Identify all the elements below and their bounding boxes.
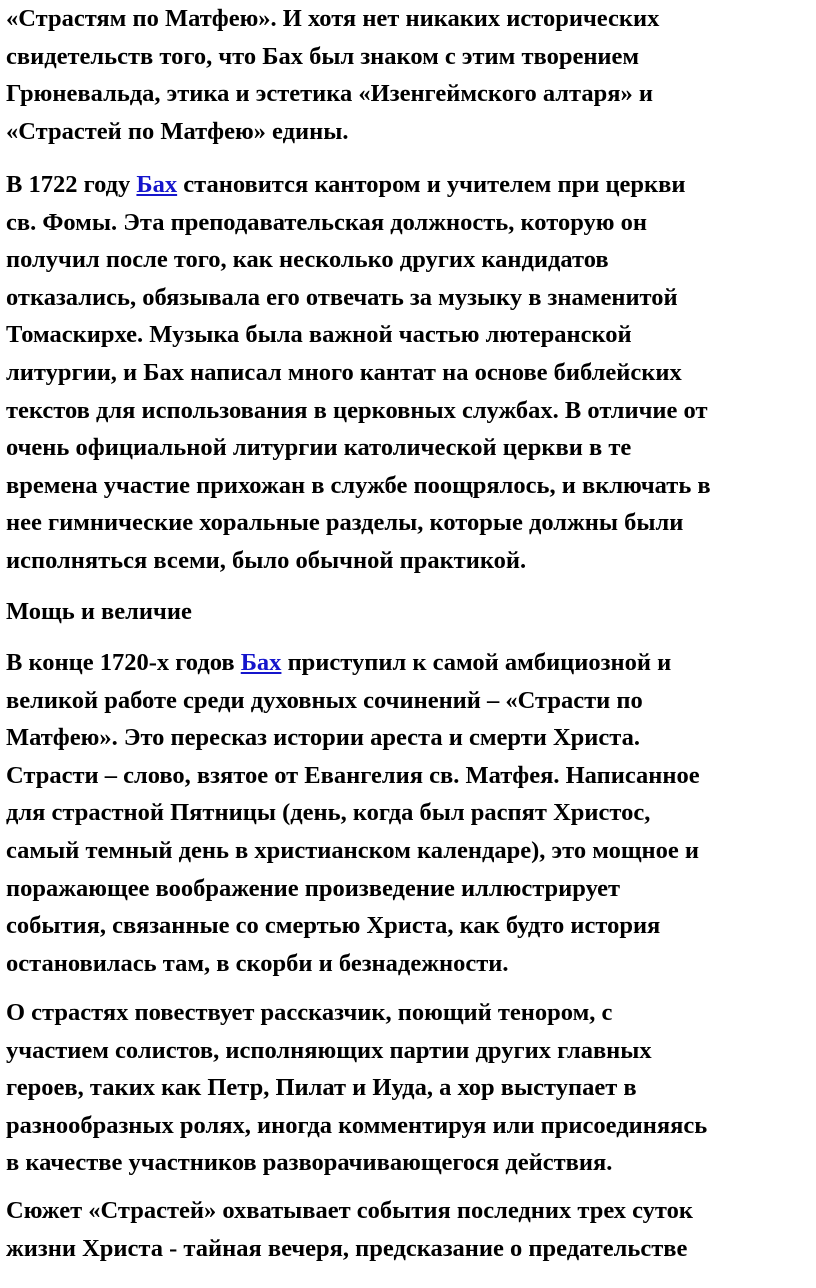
text-segment: события, связанные со смертью Христа, как будто история bbox=[6, 912, 661, 940]
text-segment: В 1722 году bbox=[6, 171, 137, 198]
paragraph bbox=[6, 644, 700, 982]
text-line bbox=[6, 682, 700, 720]
text-segment: Страсти – слово, взятое от Евангелия св. Матфея. Написанное bbox=[6, 761, 700, 789]
text-segment: «Страстей по Матфею» едины. bbox=[6, 117, 349, 145]
text-line bbox=[6, 504, 711, 542]
text-line bbox=[6, 1230, 693, 1268]
paragraph bbox=[6, 1192, 693, 1267]
paragraph bbox=[6, 593, 192, 631]
text-line bbox=[6, 1107, 707, 1145]
text-segment: становится кантором и учителем при церкви bbox=[177, 171, 686, 198]
text-segment: св. Фомы. Эта преподавательская должность, которую он bbox=[6, 208, 647, 236]
text-line bbox=[6, 316, 711, 354]
text-line bbox=[6, 1069, 707, 1107]
text-line bbox=[6, 994, 707, 1032]
text-segment: самый темный день в христианском календаре), это мощное и bbox=[6, 836, 699, 864]
text-segment: поражающее воображение произведение иллюстрирует bbox=[6, 874, 620, 902]
paragraph bbox=[6, 0, 659, 150]
text-segment: очень официальной литургии католической церкви в те bbox=[6, 434, 632, 462]
text-line bbox=[6, 644, 700, 682]
text-line bbox=[6, 0, 659, 38]
text-line bbox=[6, 429, 711, 467]
text-line bbox=[6, 757, 700, 795]
text-segment: В конце 1720-х годов bbox=[6, 649, 241, 676]
text-segment: получил после того, как несколько других кандидатов bbox=[6, 246, 609, 274]
text-line bbox=[6, 542, 711, 580]
text-line bbox=[6, 593, 192, 631]
text-segment: времена участие прихожан в службе поощрялось, и включать в bbox=[6, 471, 711, 499]
text-segment: Мощь и величие bbox=[6, 598, 192, 625]
text-segment: для страстной Пятницы (день, когда был распят Христос, bbox=[6, 799, 651, 827]
text-line bbox=[6, 907, 700, 945]
text-line bbox=[6, 75, 659, 113]
text-line bbox=[6, 354, 711, 392]
text-line bbox=[6, 1032, 707, 1070]
text-line bbox=[6, 794, 700, 832]
text-line bbox=[6, 392, 711, 430]
text-segment: «Страстям по Матфею». И хотя нет никаких исторических bbox=[6, 5, 660, 32]
text-line bbox=[6, 204, 711, 242]
paragraph bbox=[6, 166, 711, 580]
text-segment: в качестве участников разворачивающегося действия. bbox=[6, 1149, 613, 1177]
text-line bbox=[6, 719, 700, 757]
text-line bbox=[6, 1192, 693, 1230]
text-segment: литургии, и Бах написал много кантат на основе библейских bbox=[6, 358, 682, 386]
text-segment: участием солистов, исполняющих партии других главных bbox=[6, 1036, 652, 1064]
paragraph bbox=[6, 994, 707, 1182]
text-segment: свидетельств того, что Бах был знаком с этим творением bbox=[6, 42, 640, 70]
text-segment: жизни Христа - тайная вечеря, предсказание о предательстве bbox=[6, 1234, 688, 1262]
text-segment: отказались, обязывала его отвечать за музыку в знаменитой bbox=[6, 283, 678, 311]
text-line bbox=[6, 1144, 707, 1182]
text-segment: О страстях повествует рассказчик, поющий тенором, с bbox=[6, 999, 613, 1026]
bach-link[interactable]: Бах bbox=[240, 649, 282, 676]
text-line bbox=[6, 38, 659, 76]
bach-link[interactable]: Бах bbox=[136, 171, 178, 198]
text-segment: исполняться всеми, было обычной практикой. bbox=[6, 546, 527, 574]
text-line bbox=[6, 832, 700, 870]
text-line bbox=[6, 241, 711, 279]
text-line bbox=[6, 467, 711, 505]
text-line bbox=[6, 870, 700, 908]
text-segment: разнообразных ролях, иногда комментируя или присоединяясь bbox=[6, 1111, 708, 1139]
text-segment: текстов для использования в церковных службах. В отличие от bbox=[6, 396, 708, 424]
text-segment: приступил к самой амбициозной и bbox=[281, 649, 672, 676]
text-segment: нее гимнические хоральные разделы, которые должны были bbox=[6, 509, 684, 537]
text-segment: остановилась там, в скорби и безнадежности. bbox=[6, 949, 509, 977]
text-segment: Томаскирхе. Музыка была важной частью лютеранской bbox=[6, 321, 632, 349]
text-line bbox=[6, 113, 659, 151]
text-segment: героев, таких как Петр, Пилат и Иуда, а хор выступает в bbox=[6, 1074, 637, 1102]
text-segment: Грюневальда, этика и эстетика «Изенгеймского алтаря» и bbox=[6, 80, 654, 108]
text-segment: Сюжет «Страстей» охватывает события последних трех суток bbox=[6, 1197, 693, 1224]
text-line bbox=[6, 166, 711, 204]
text-segment: великой работе среди духовных сочинений – «Страсти по bbox=[6, 686, 643, 714]
text-line bbox=[6, 279, 711, 317]
text-line bbox=[6, 945, 700, 983]
text-segment: Матфею». Это пересказ истории ареста и смерти Христа. bbox=[6, 724, 640, 752]
